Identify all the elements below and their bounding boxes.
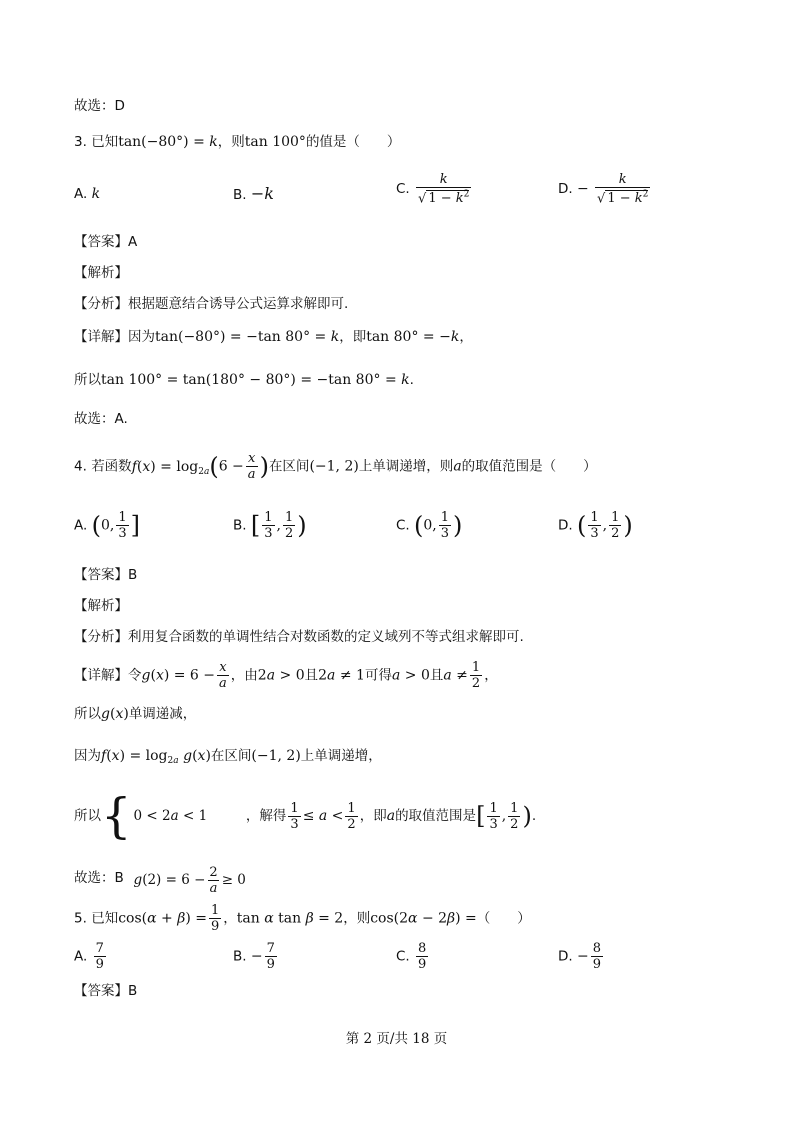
q3-conclusion: 故选：A. — [74, 411, 128, 427]
question-5: 5. 已知cos(α + β) = $\frac{1}{9}$ ，tan α tan β = 2，则cos(2α − 2β) =（ ） — [74, 903, 531, 934]
option-d: D. − $\frac{8}{9}$ — [558, 941, 601, 972]
option-d: D. − $\frac{k}{√ 1 - k^2}$ — [558, 172, 649, 207]
page-footer: 第 2 页/共 18 页 — [345, 1031, 448, 1047]
option-b: B. [ $\frac{1}{3}$ , $\frac{1}{2}$ ) — [233, 510, 307, 541]
answer-label: 【答案】B — [74, 567, 138, 583]
detailed-solution: 【详解】因为tan(−80°) = −tan 80° = k，即tan 80° = −k， — [74, 329, 473, 345]
option-b: B. −k — [233, 184, 274, 203]
solution-system: 所以 { 0 < 2a < 1 g(2) = 6 − $\frac{2}{a}$ ≥ 0 ，解得 $\frac{1}{3}$ ≤ a < $\frac{1}{2}$ ，即a的取值范围是[ $\frac{1}{3}$ , $\frac{1}{2}$ ). — [74, 784, 536, 848]
question-number: 3. — [74, 134, 87, 150]
option-c: C. (0, $\frac{1}{3}$ ) — [396, 510, 463, 541]
answer-label: 【答案】B — [74, 983, 138, 999]
solution-step: 所以tan 100° = tan(180° − 80°) = −tan 80° = k. — [74, 372, 414, 388]
option-a: A. (0, $\frac{1}{3}$ ] — [74, 510, 140, 541]
q2-conclusion: 故选：D — [74, 98, 125, 114]
question-number: 5. — [74, 910, 87, 927]
formula: tan(−80°) = k — [118, 134, 218, 150]
fraction: $\frac{k}{√ 1 - k^2}$ — [597, 172, 649, 207]
question-number: 4. — [74, 458, 87, 475]
analysis-label: 【解析】 — [74, 265, 128, 281]
option-c: C. $\frac{k}{√ 1 - k^2}$ — [396, 172, 470, 207]
solution-step: 因为$f(x) = \log_{2a} g(x)$在区间(−1, 2)上单调递增， — [74, 748, 382, 766]
option-c: C. $\frac{8}{9}$ — [396, 941, 427, 972]
q4-conclusion: 故选：B — [74, 870, 124, 886]
question-3: 3. 已知tan(−80°) = k，则tan 100°的值是（ ） — [74, 134, 401, 150]
formula: tan 100° — [244, 134, 306, 150]
option-d: D. ( $\frac{1}{3}$ , $\frac{1}{2}$ ) — [558, 510, 633, 541]
fraction: $\frac{k}{√ 1 - k^2}$ — [418, 172, 470, 207]
analysis-summary: 【分析】利用复合函数的单调性结合对数函数的定义域列不等式组求解即可. — [74, 629, 524, 645]
answer-label: 【答案】A — [74, 234, 138, 250]
fraction: $\frac{x}{a}$ — [247, 451, 256, 482]
option-b: B. − $\frac{7}{9}$ — [233, 941, 275, 972]
option-a: A. $\frac{7}{9}$ — [74, 941, 104, 972]
option-a: A. k — [74, 186, 101, 202]
question-text: 已知 — [91, 134, 119, 150]
solution-step: 所以g(x)单调递减， — [74, 706, 197, 722]
question-4: 4. 若函数$f(x) = \log_{2a}(6$ − $\frac{x}{a}$ )在区间(−1, 2)上单调递增，则a的取值范围是（ ） — [74, 451, 597, 482]
detailed-solution: 【详解】令g(x) = 6 − $\frac{x}{a}$ ，由2a > 0且2a ≠ 1可得a > 0且a ≠ $\frac{1}{2}$ ， — [74, 660, 498, 691]
analysis-label: 【解析】 — [74, 598, 128, 614]
inequality-system: { 0 < 2a < 1 g(2) = 6 − $\frac{2}{a}$ ≥ 0 — [101, 788, 246, 896]
analysis-summary: 【分析】根据题意结合诱导公式运算求解即可. — [74, 296, 349, 312]
